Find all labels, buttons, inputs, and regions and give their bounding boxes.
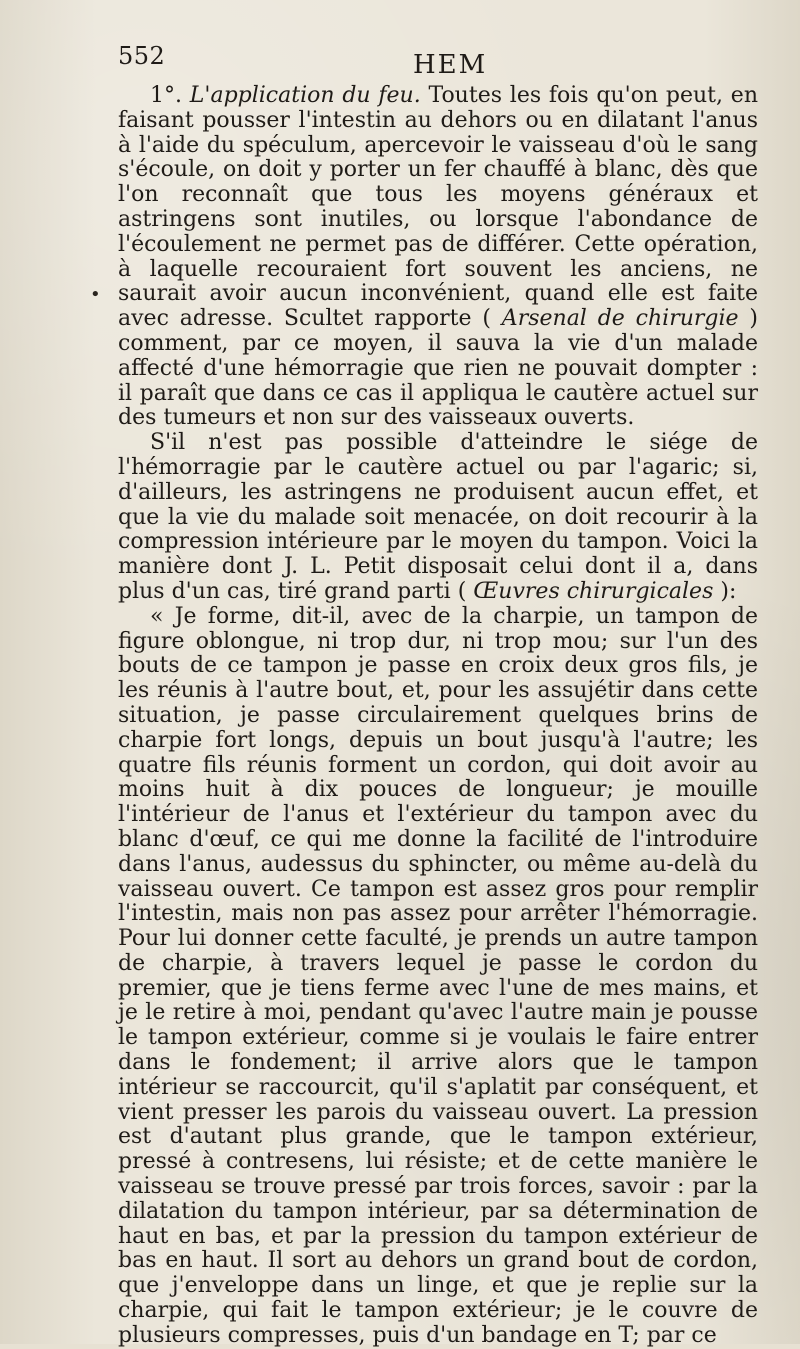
body-text <box>118 84 758 1349</box>
paragraph-1-text-part-1: Toutes les fois qu'on peut, en faisant pousser l'intestin au dehors ou en dilatant l'anus à l'aide du spéculum, apercevoir le vaisseau d'où le sang s'écoule, on doit y porter un fer chauffé à blanc, dès que l'on reconnaît que tous les moyens généraux et astringens sont inutiles, ou lorsque l'abondance de l'écoulement ne permet pas de différer. Cette opération, à laquelle recouraient fort souvent les anciens, ne saurait avoir aucun inconvénient, quand elle est faite avec adresse. Scultet rapporte ( <box>118 83 758 332</box>
paragraph-1-number: 1°. <box>150 83 182 108</box>
paragraph-1 <box>118 84 758 431</box>
paragraph-2-citation-title: Œuvres chirurgicales <box>466 578 721 604</box>
page-header <box>118 42 762 82</box>
paragraph-2-text-part-2: ): <box>720 578 737 604</box>
paragraph-1-citation-title: Arsenal de chirurgie <box>490 306 750 332</box>
paragraph-1-heading: L'application du feu. <box>189 83 421 108</box>
paragraph-1-text-part-2: ) comment, par ce moyen, il sauva la vie d'un malade affecté d'une hémorragie que rien ne pouvait dompter : il paraît que dans ce cas il appliqua le cautère actuel sur des tumeurs et non sur des vaisseaux ouverts. <box>118 306 758 431</box>
margin-mark: • <box>90 284 101 305</box>
running-head: HEM <box>413 50 488 80</box>
paragraph-3-text: « Je forme, dit-il, avec de la charpie, un tampon de figure oblongue, ni trop dur, ni trop mou; sur l'un des bouts de ce tampon je passe en croix deux gros fils, je les réunis à l'autre bout, et, pour les assujétir dans cette situation, je passe circulairement quelques brins de charpie fort longs, depuis un bout jusqu'à l'autre; les quatre fils réunis forment un cordon, qui doit avoir au moins huit à dix pouces de longueur; je mouille l'intérieur de l'anus et l'extérieur du tampon avec du blanc d'œuf, ce qui me donne la facilité de l'introduire dans l'anus, audessus du sphincter, ou même au-delà du vaisseau ouvert. Ce tampon est assez gros pour remplir l'intestin, mais non pas assez pour arrêter l'hémorragie. Pour lui donner cette faculté, je prends un autre tampon de charpie, à travers lequel je passe le cordon du premier, que je tiens ferme avec l'une de mes mains, et je le retire à moi, pendant qu'avec l'autre main je pousse le tampon extérieur, comme si je voulais le faire entrer dans le fondement; il arrive alors que le tampon intérieur se raccourcit, qu'il s'aplatit par conséquent, et vient presser les parois du vaisseau ouvert. La pression est d'autant plus grande, que le tampon extérieur, pressé à contresens, lui résiste; et de cette manière le vaisseau se trouve pressé par trois forces, savoir : par la dilatation du tampon intérieur, par sa détermination de haut en bas, et par la pression du tampon extérieur de bas en haut. Il sort au dehors un grand bout de cordon, que j'enveloppe dans un linge, et que je replie sur la charpie, qui fait le tampon extérieur; je le couvre de plusieurs compresses, puis d'un bandage en T; par ce <box>118 603 758 1348</box>
paragraph-3 <box>118 605 758 1349</box>
paragraph-2 <box>118 431 758 605</box>
paragraph-2-text-part-1: S'il n'est pas possible d'atteindre le siége de l'hémorragie par le cautère actuel ou par l'agaric; si, d'ailleurs, les astringens ne produisent aucun effet, et que la vie du malade soit menacée, on doit recourir à la compression intérieure par le moyen du tampon. Voici la manière dont J. L. Petit disposait celui dont il a, dans plus d'un cas, tiré grand parti ( <box>118 430 758 604</box>
page-number: 552 <box>118 42 166 70</box>
